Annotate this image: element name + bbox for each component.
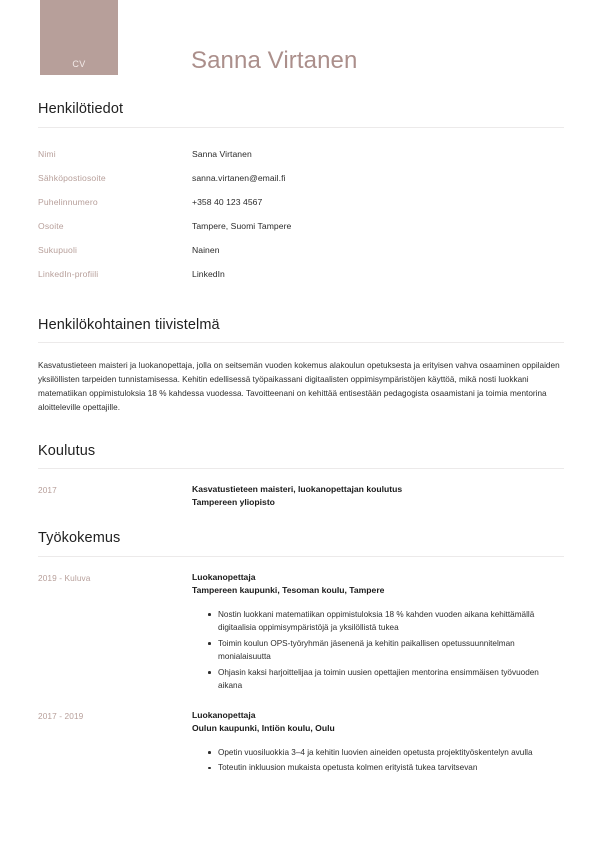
section-summary <box>0 316 600 416</box>
education-entry <box>38 483 564 509</box>
cv-badge-label: CV <box>72 59 86 69</box>
info-label: Osoite <box>38 220 64 231</box>
info-label: Nimi <box>38 148 56 159</box>
info-label: Puhelinnumero <box>38 196 98 207</box>
entry-body <box>192 483 564 509</box>
info-label: Sähköpostiosoite <box>38 172 106 183</box>
section-title-experience: Työkokemus <box>38 530 121 547</box>
cv-header <box>0 0 600 100</box>
section-education <box>0 442 600 510</box>
list-item: Opetin vuosiluokkia 3–4 ja kehitin luovien aineiden opetusta projektityöskentelyn avulla <box>208 746 564 759</box>
experience-entry <box>38 571 564 695</box>
table-row <box>38 190 564 214</box>
table-row <box>38 142 564 166</box>
info-label: Sukupuoli <box>38 244 78 255</box>
info-label: LinkedIn-profiili <box>38 268 99 279</box>
spacer <box>0 509 600 529</box>
experience-entry <box>38 709 564 777</box>
entry-bullet-list <box>192 746 564 775</box>
info-value: sanna.virtanen@email.fi <box>192 172 286 183</box>
section-experience <box>0 529 600 776</box>
section-divider <box>38 127 564 128</box>
entry-bullet-list <box>192 608 564 693</box>
section-divider <box>38 556 564 557</box>
entry-organization: Oulun kaupunki, Intiön koulu, Oulu <box>192 722 335 733</box>
section-title-personal-info: Henkilötiedot <box>38 101 124 117</box>
summary-text: Kasvatustieteen maisteri ja luokanopettaja, jolla on seitsemän vuoden kokemus alakoulun opetuksesta ja erityisen vahva osaaminen oppilaiden yksilöllisten tarpeiden tunnistamisessa. Kehitin edellisessä työpaikassani digitaalisten oppimisympäristöjen käyttöä, mikä nosti luokkani matematiikan oppimistuloksia 18 % kahdessa vuodessa. Tavoitteenani on kehittää entisestään pedagogista osaamistani ja toimia mentorina aloitteleville opettajille. <box>38 361 560 413</box>
personal-info-table <box>38 142 564 286</box>
section-title-education: Koulutus <box>38 442 96 459</box>
list-item: Toteutin inkluusion mukaista opetusta kolmen erityistä tukea tarvitsevan <box>208 761 564 774</box>
table-row <box>38 214 564 238</box>
entry-body <box>192 709 564 777</box>
cv-badge <box>40 0 118 75</box>
entry-date: 2017 <box>38 485 57 496</box>
info-value: Sanna Virtanen <box>192 148 252 159</box>
list-item: Nostin luokkani matematiikan oppimistuloksia 18 % kahden vuoden aikana kehittämällä digitaalisia oppimisympäristöjä ja yksilöllistä tukea <box>208 608 564 635</box>
section-title-summary: Henkilökohtainen tiivistelmä <box>38 316 220 333</box>
section-personal-info <box>0 100 600 286</box>
entry-date: 2017 - 2019 <box>38 710 84 721</box>
section-divider <box>38 468 564 469</box>
entry-date: 2019 - Kuluva <box>38 572 91 583</box>
entry-body <box>192 571 564 695</box>
entry-title: Luokanopettaja <box>192 571 256 582</box>
entry-title: Kasvatustieteen maisteri, luokanopettajan koulutus <box>192 484 403 495</box>
info-value: +358 40 123 4567 <box>192 196 263 207</box>
table-row <box>38 262 564 286</box>
entry-title: Luokanopettaja <box>192 709 256 720</box>
table-row <box>38 166 564 190</box>
list-item: Ohjasin kaksi harjoittelijaa ja toimin uusien opettajien mentorina ensimmäisen työvuoden aikana <box>208 666 564 693</box>
section-divider <box>38 342 564 343</box>
entry-organization: Tampereen yliopisto <box>192 497 275 508</box>
candidate-name: Sanna Virtanen <box>191 47 358 74</box>
spacer <box>0 416 600 442</box>
table-row <box>38 238 564 262</box>
list-item: Toimin koulun OPS-työryhmän jäsenenä ja kehitin paikallisen opetussuunnitelman monialaisuutta <box>208 637 564 664</box>
entry-organization: Tampereen kaupunki, Tesoman koulu, Tampere <box>192 584 385 595</box>
info-value: Nainen <box>192 244 220 255</box>
info-value[interactable]: LinkedIn <box>192 268 225 279</box>
spacer <box>0 286 600 316</box>
info-value: Tampere, Suomi Tampere <box>192 220 292 231</box>
